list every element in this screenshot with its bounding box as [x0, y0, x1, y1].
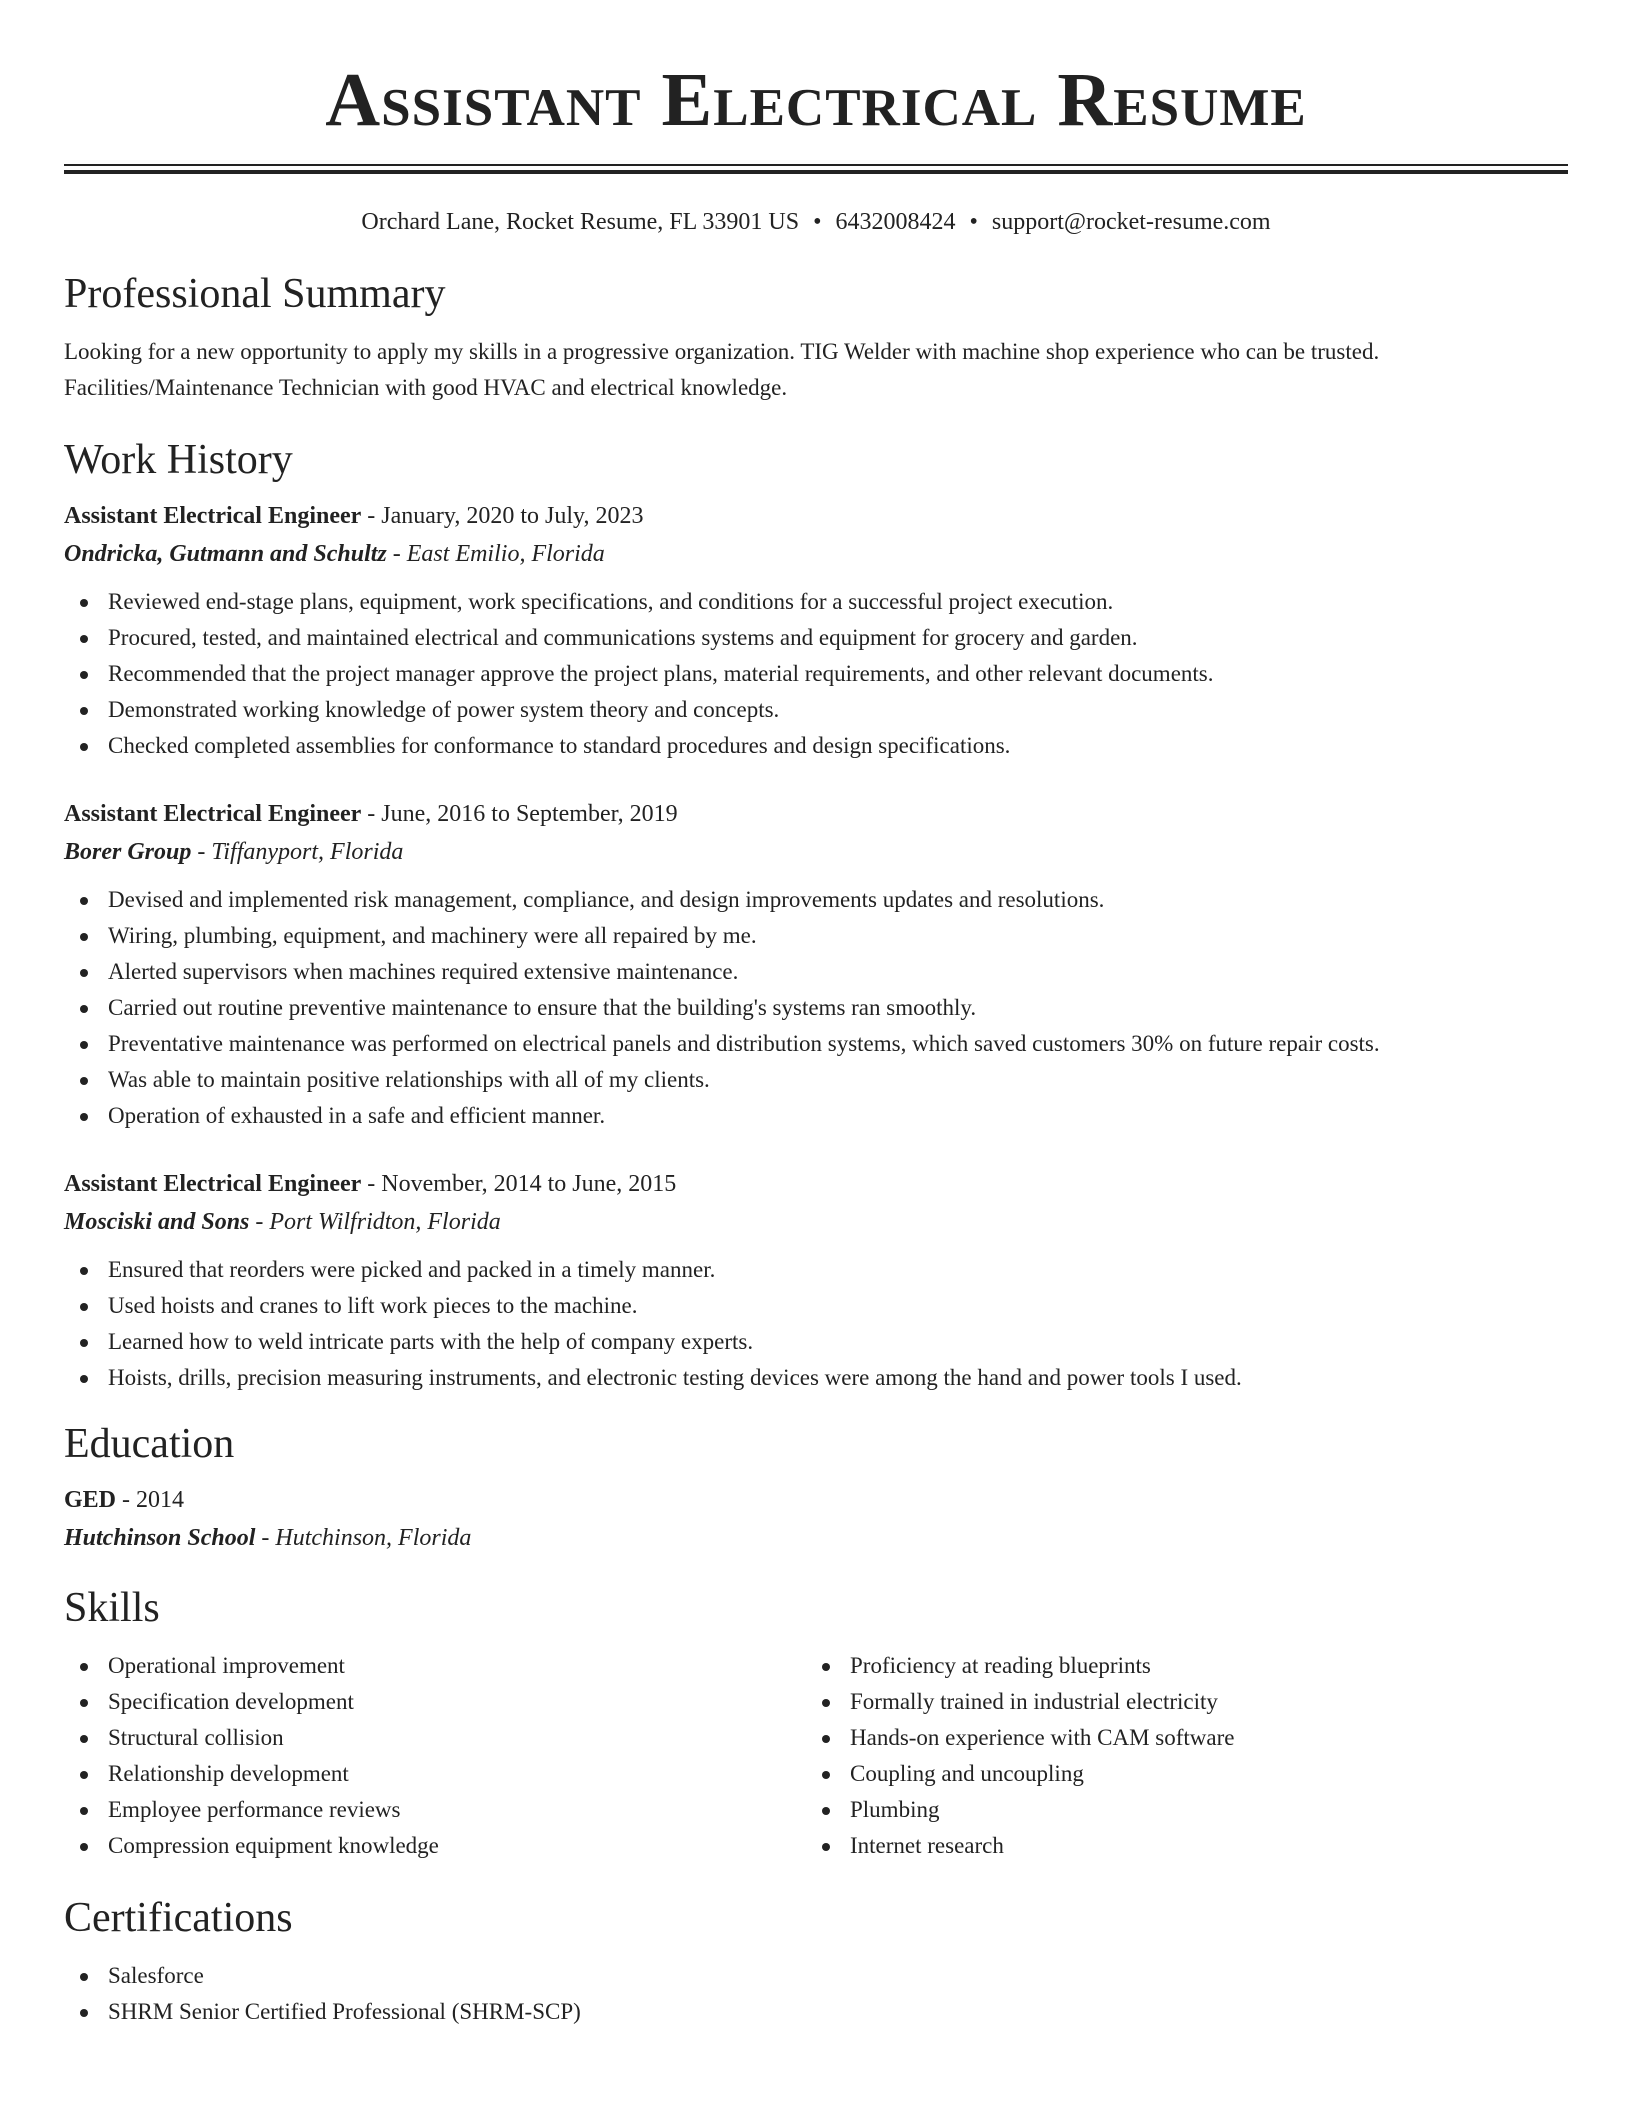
certifications-section — [64, 1894, 1568, 2030]
job-entry — [64, 796, 1568, 1134]
job-duties-list — [64, 882, 1568, 1134]
list-item: Structural collision — [64, 1720, 806, 1756]
list-item: Relationship development — [64, 1756, 806, 1792]
list-item: Compression equipment knowledge — [64, 1828, 806, 1864]
education-location: - Hutchinson, Florida — [255, 1525, 472, 1551]
list-item: Hoists, drills, precision measuring instruments, and electronic testing devices were among the hand and power tools I used. — [64, 1360, 1568, 1396]
list-item: Wiring, plumbing, equipment, and machinery were all repaired by me. — [64, 918, 1568, 954]
summary-text: Looking for a new opportunity to apply my skills in a progressive organization. TIG Welder with machine shop experience who can be trusted. Facilities/Maintenance Technician with good HVAC and electrical knowledge. — [64, 339, 1380, 400]
job-title-line — [64, 796, 1568, 832]
company-line — [64, 1204, 1568, 1240]
skills-section — [64, 1584, 1568, 1864]
certifications-list — [64, 1958, 1568, 2030]
section-heading-education: Education — [64, 1421, 235, 1467]
job-duties-list — [64, 584, 1568, 764]
job-dates: - January, 2020 to July, 2023 — [361, 503, 644, 529]
skills-columns — [64, 1648, 1568, 1864]
resume-title: Assistant Electrical Resume — [325, 58, 1307, 142]
skills-list-left — [64, 1648, 806, 1864]
job-location: - Port Wilfridton, Florida — [249, 1209, 501, 1235]
list-item: Ensured that reorders were picked and packed in a timely manner. — [64, 1252, 1568, 1288]
list-item: Formally trained in industrial electricity — [806, 1684, 1548, 1720]
professional-summary-section — [64, 270, 1568, 406]
job-role: Assistant Electrical Engineer — [64, 1171, 362, 1197]
education-school-line — [64, 1520, 1568, 1556]
contact-line — [64, 206, 1568, 238]
list-item: Procured, tested, and maintained electrical and communications systems and equipment for grocery and garden. — [64, 620, 1568, 656]
list-item: Specification development — [64, 1684, 806, 1720]
list-item: Hands-on experience with CAM software — [806, 1720, 1548, 1756]
job-location: - East Emilio, Florida — [386, 541, 605, 567]
section-heading-work-history: Work History — [64, 437, 293, 483]
list-item: Devised and implemented risk management, compliance, and design improvements updates and resolutions. — [64, 882, 1568, 918]
job-duties-list — [64, 1252, 1568, 1396]
list-item: Learned how to weld intricate parts with the help of company experts. — [64, 1324, 1568, 1360]
job-title-line — [64, 498, 1568, 534]
contact-separator: • — [969, 209, 978, 235]
education-degree: GED — [64, 1487, 117, 1513]
list-item: Recommended that the project manager approve the project plans, material requirements, and other relevant documents. — [64, 656, 1568, 692]
work-history-section — [64, 436, 1568, 1396]
section-heading-certifications: Certifications — [64, 1895, 293, 1941]
education-degree-line — [64, 1482, 1568, 1518]
list-item: Operation of exhausted in a safe and efficient manner. — [64, 1098, 1568, 1134]
list-item: Salesforce — [64, 1958, 1568, 1994]
section-heading-summary: Professional Summary — [64, 271, 446, 317]
list-item: Coupling and uncoupling — [806, 1756, 1548, 1792]
contact-email: support@rocket-resume.com — [991, 209, 1271, 235]
contact-separator: • — [813, 209, 822, 235]
job-company: Mosciski and Sons — [64, 1209, 250, 1235]
job-title-line — [64, 1166, 1568, 1202]
education-section — [64, 1420, 1568, 1556]
contact-address: Orchard Lane, Rocket Resume, FL 33901 US — [361, 209, 800, 235]
list-item: Used hoists and cranes to lift work pieces to the machine. — [64, 1288, 1568, 1324]
job-entry — [64, 498, 1568, 764]
list-item: Employee performance reviews — [64, 1792, 806, 1828]
job-role: Assistant Electrical Engineer — [64, 503, 362, 529]
list-item: SHRM Senior Certified Professional (SHRM-SCP) — [64, 1994, 1568, 2030]
job-company: Ondricka, Gutmann and Schultz — [64, 541, 387, 567]
job-company: Borer Group — [64, 839, 192, 865]
list-item: Carried out routine preventive maintenance to ensure that the building's systems ran smoothly. — [64, 990, 1568, 1026]
job-location: - Tiffanyport, Florida — [191, 839, 404, 865]
list-item: Was able to maintain positive relationships with all of my clients. — [64, 1062, 1568, 1098]
education-year: - 2014 — [116, 1487, 185, 1513]
company-line — [64, 536, 1568, 572]
list-item: Preventative maintenance was performed on electrical panels and distribution systems, which saved customers 30% on future repair costs. — [64, 1026, 1568, 1062]
title-double-rule — [64, 164, 1568, 174]
list-item: Reviewed end-stage plans, equipment, work specifications, and conditions for a successful project execution. — [64, 584, 1568, 620]
list-item: Proficiency at reading blueprints — [806, 1648, 1548, 1684]
list-item: Operational improvement — [64, 1648, 806, 1684]
contact-phone: 6432008424 — [835, 209, 956, 235]
list-item: Plumbing — [806, 1792, 1548, 1828]
education-school: Hutchinson School — [64, 1525, 256, 1551]
job-role: Assistant Electrical Engineer — [64, 801, 362, 827]
job-dates: - November, 2014 to June, 2015 — [361, 1171, 677, 1197]
job-dates: - June, 2016 to September, 2019 — [361, 801, 678, 827]
skills-list-right — [806, 1648, 1548, 1864]
list-item: Checked completed assemblies for conformance to standard procedures and design specifications. — [64, 728, 1568, 764]
company-line — [64, 834, 1568, 870]
section-heading-skills: Skills — [64, 1585, 160, 1631]
list-item: Demonstrated working knowledge of power system theory and concepts. — [64, 692, 1568, 728]
job-entry — [64, 1166, 1568, 1396]
list-item: Alerted supervisors when machines required extensive maintenance. — [64, 954, 1568, 990]
list-item: Internet research — [806, 1828, 1548, 1864]
